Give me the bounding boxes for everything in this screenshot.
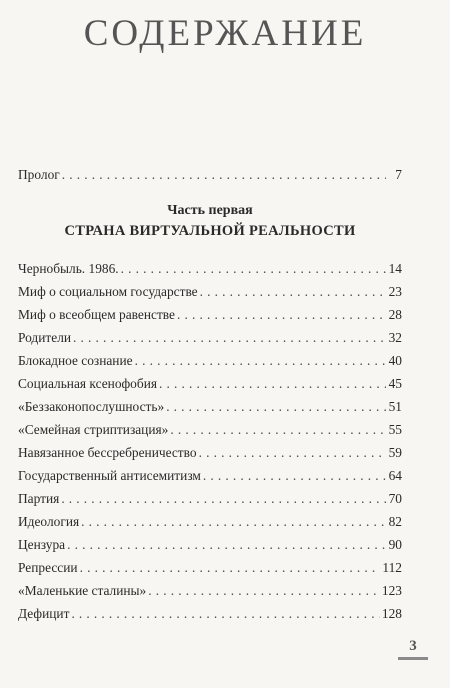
toc-entry-page: 70	[388, 491, 402, 506]
dot-leader	[199, 443, 386, 463]
toc-entry-prolog	[18, 165, 402, 185]
toc-entry	[18, 397, 402, 417]
toc-entry-page: 59	[388, 445, 402, 460]
part-label: Часть первая	[167, 203, 253, 218]
toc-entry-page: 112	[382, 560, 402, 575]
toc-entry-label: Родители	[18, 330, 72, 345]
toc-entry	[18, 259, 402, 279]
toc-entry-label: Государственный антисемитизм	[18, 468, 201, 483]
toc-entry-label: Дефицит	[18, 606, 70, 621]
toc-entry-page: 40	[388, 353, 402, 368]
toc-entry-page: 123	[381, 583, 402, 598]
page-title: СОДЕРЖАНИЕ	[83, 13, 367, 54]
toc-entry-label: Репрессии	[18, 560, 78, 575]
toc-entry-label: Идеология	[18, 514, 80, 529]
toc-entry	[18, 466, 402, 486]
toc-entry	[18, 282, 402, 302]
toc-entry-label: Блокадное сознание	[18, 353, 133, 368]
page-number: 3	[398, 635, 428, 660]
toc-entry	[18, 351, 402, 371]
toc-entry-page: 51	[388, 399, 402, 414]
toc-entry-label: Миф о социальном государстве	[18, 284, 198, 299]
toc-entry-label: Партия	[18, 491, 60, 506]
toc-entry-page: 28	[388, 307, 402, 322]
dot-leader	[71, 604, 379, 624]
toc-entry	[18, 305, 402, 325]
toc-entry	[18, 581, 402, 601]
toc-entry	[18, 443, 402, 463]
toc-entry	[18, 512, 402, 532]
toc-entry	[18, 558, 402, 578]
dot-leader	[148, 581, 380, 601]
dot-leader	[177, 305, 386, 325]
toc-entry-page: 90	[388, 537, 402, 552]
dot-leader	[67, 535, 386, 555]
toc-entry-label: Навязанное бессребреничество	[18, 445, 197, 460]
toc-entry-page: 55	[388, 422, 402, 437]
dot-leader	[121, 259, 386, 279]
dot-leader	[203, 466, 386, 486]
toc-entry-page: 23	[388, 284, 402, 299]
dot-leader	[170, 420, 386, 440]
toc-entry	[18, 535, 402, 555]
toc-entry-label: Пролог	[18, 167, 60, 182]
toc-entry-page: 14	[388, 261, 402, 276]
toc-entry-label: «Беззаконопослушность»	[18, 399, 165, 414]
toc-entry-page: 82	[388, 514, 402, 529]
toc-entry-page: 32	[388, 330, 402, 345]
toc-entry	[18, 604, 402, 624]
toc-entry-label: Миф о всеобщем равенстве	[18, 307, 175, 322]
toc-entry-page: 128	[381, 606, 402, 621]
dot-leader	[61, 489, 386, 509]
dot-leader	[73, 328, 386, 348]
dot-leader	[81, 512, 386, 532]
toc-entry-page: 7	[395, 167, 402, 182]
toc-entry-label: Цензура	[18, 537, 66, 552]
dot-leader	[62, 165, 386, 185]
dot-leader	[80, 558, 381, 578]
toc-entry	[18, 489, 402, 509]
dot-leader	[200, 282, 386, 302]
part-title: СТРАНА ВИРТУАЛЬНОЙ РЕАЛЬНОСТИ	[64, 223, 356, 239]
dot-leader	[159, 374, 386, 394]
toc-entry	[18, 420, 402, 440]
toc-entry-page: 45	[388, 376, 402, 391]
toc-entry	[18, 374, 402, 394]
toc-entry-label: «Семейная стриптизация»	[18, 422, 169, 437]
toc-entry-label: Чернобыль. 1986.	[18, 261, 119, 276]
dot-leader	[166, 397, 386, 417]
toc-entry	[18, 328, 402, 348]
toc-entry-label: Социальная ксенофобия	[18, 376, 158, 391]
toc-entry-label: «Маленькие сталины»	[18, 583, 147, 598]
toc-entry-page: 64	[388, 468, 402, 483]
dot-leader	[135, 351, 386, 371]
